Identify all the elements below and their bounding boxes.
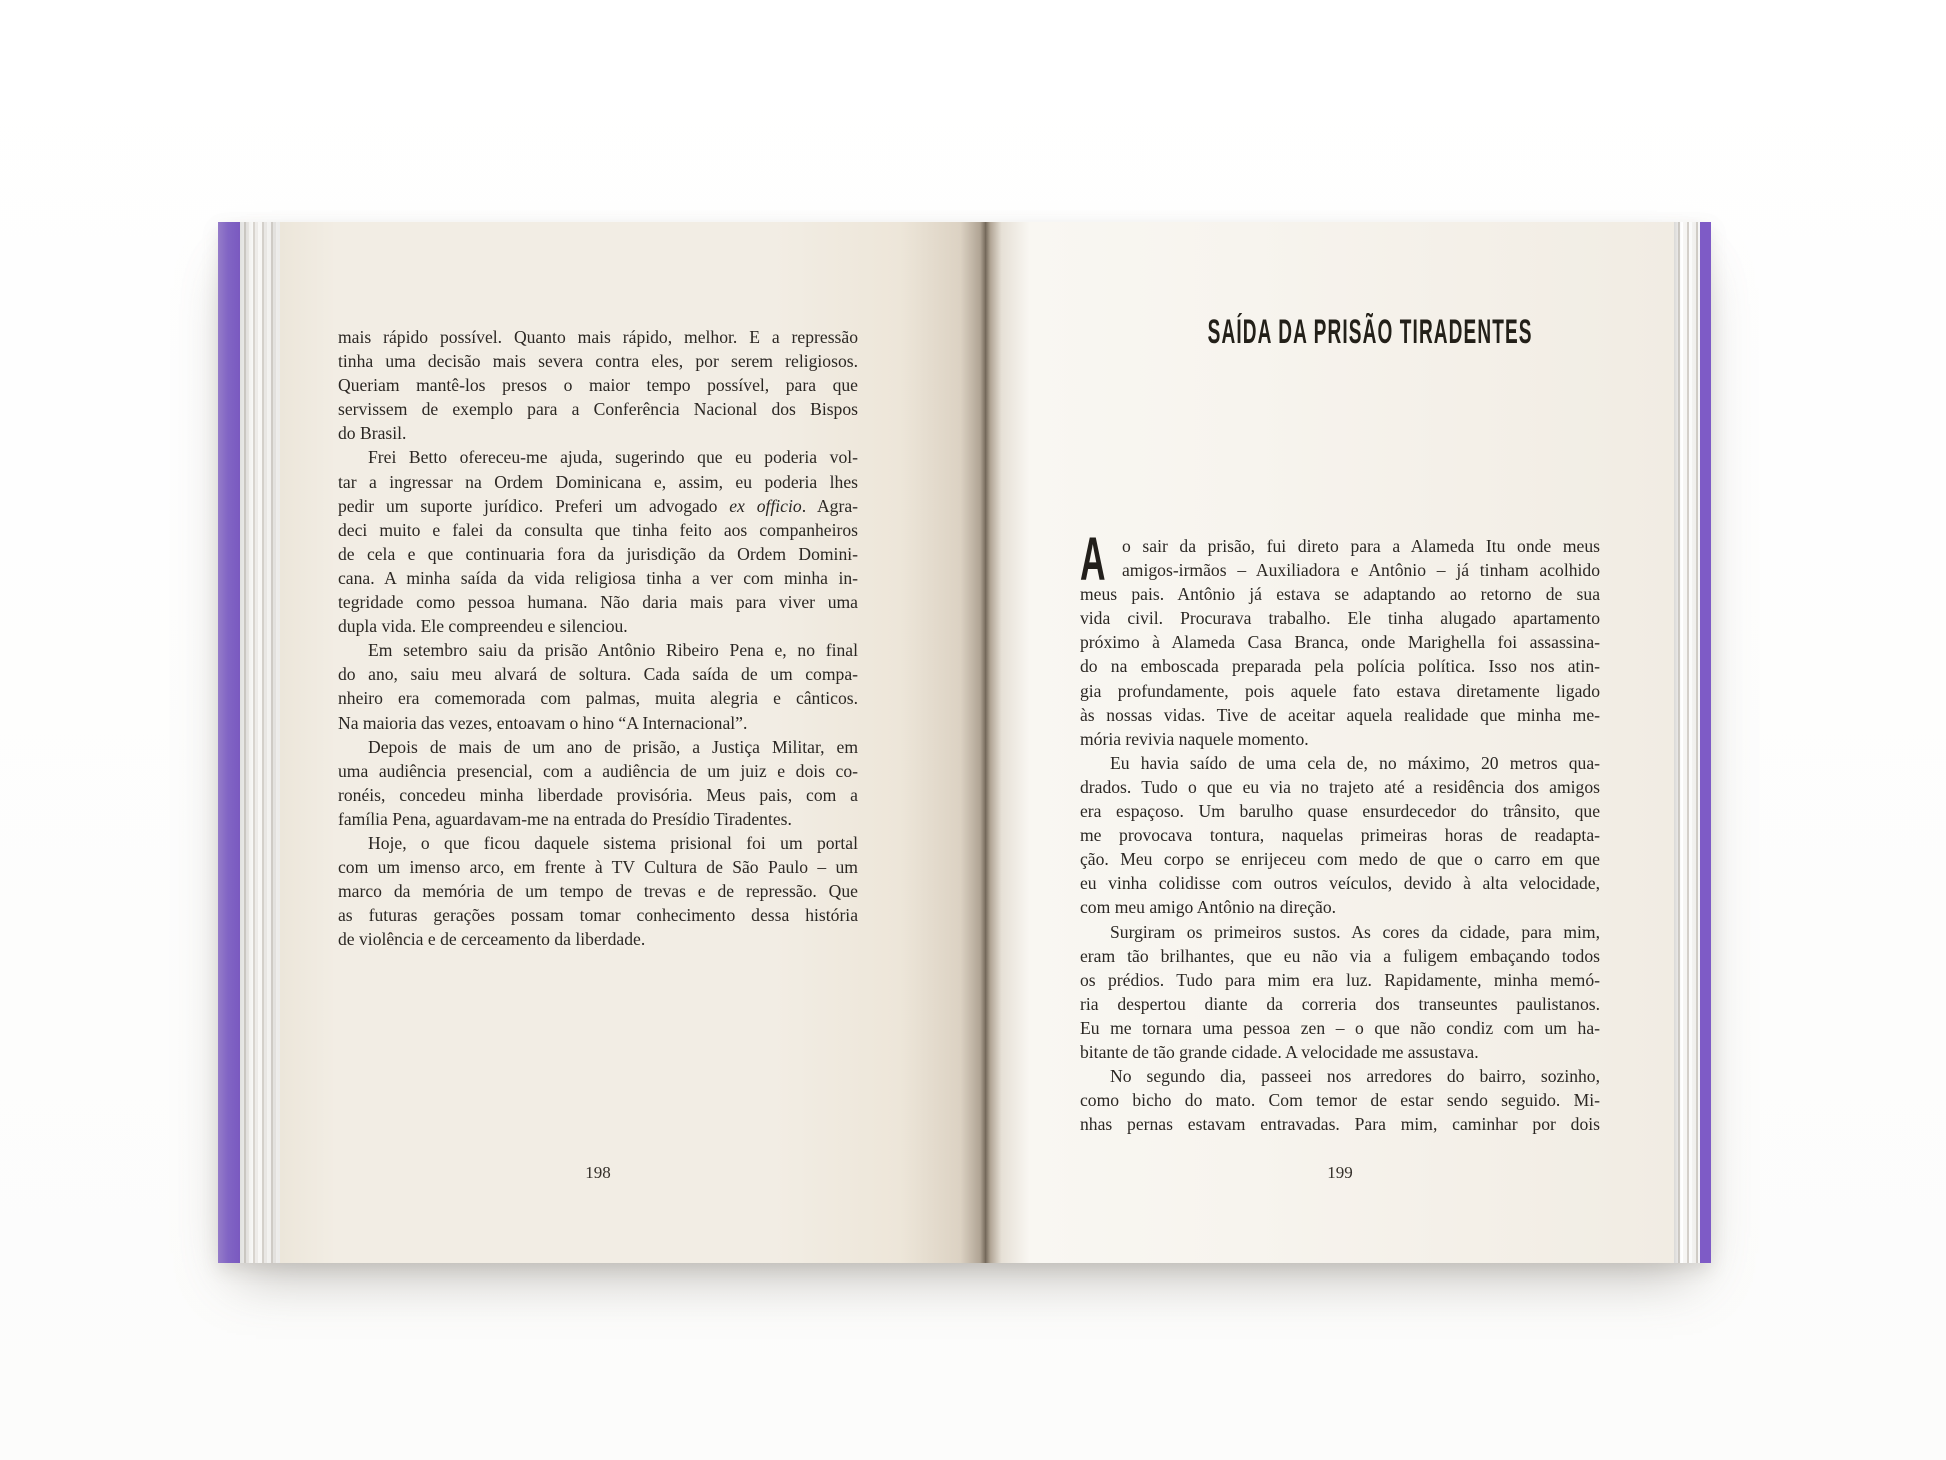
text-line: tinha uma decisão mais severa contra eles, por serem religiosos.: [338, 351, 858, 372]
paragraph: [1080, 525, 1600, 751]
left-page-text: [338, 325, 858, 951]
text-line: me provocava tontura, naquelas primeiras horas de readapta-: [1080, 825, 1600, 846]
text-line: às nossas vidas. Tive de aceitar aquela realidade que minha me-: [1080, 704, 1600, 725]
text-line: Na maioria das vezes, entoavam o hino “A Internacional”.: [338, 712, 748, 733]
text-line: era espaçoso. Um barulho quase ensurdecedor do trânsito, que: [1080, 801, 1600, 822]
text-line: Eu havia saído de uma cela de, no máximo, 20 metros qua-: [1110, 752, 1600, 773]
text-line: dupla vida. Ele compreendeu e silenciou.: [338, 616, 628, 637]
text-line: Hoje, o que ficou daquele sistema prisional foi um portal: [368, 832, 858, 853]
page-edges-left: [240, 222, 280, 1263]
text-line: ronéis, concedeu minha liberdade provisória. Meus pais, com a: [338, 784, 858, 805]
chapter-title-text: SAÍDA DA PRISÃO TIRADENTES: [1207, 313, 1533, 351]
text-line: No segundo dia, passeei nos arredores do bairro, sozinho,: [1110, 1066, 1600, 1087]
text-line: drados. Tudo o que eu via no trajeto até a residência dos amigos: [1080, 776, 1600, 797]
text-line: próximo à Alameda Casa Branca, onde Marighella foi assassina-: [1080, 632, 1600, 653]
text-line: Frei Betto ofereceu-me ajuda, sugerindo que eu poderia vol-: [368, 447, 858, 468]
text-line: uma audiência presencial, com a audiência de um juiz e dois co-: [338, 760, 858, 781]
text-line: mais rápido possível. Quanto mais rápido, melhor. E a repressão: [338, 327, 858, 347]
paragraph: [338, 445, 858, 638]
text-line: ção. Meu corpo se enrijeceu com medo de que o carro em que: [1080, 849, 1600, 870]
text-line: ria despertou diante da correria dos transeuntes paulistanos.: [1080, 993, 1600, 1014]
paragraph: [338, 638, 858, 734]
text-line: o sair da prisão, fui direto para a Alameda Itu onde meus: [1122, 536, 1600, 556]
book-cover-right-edge: [1700, 222, 1711, 1263]
right-page-text: [1080, 525, 1600, 1136]
text-line: Depois de mais de um ano de prisão, a Justiça Militar, em: [368, 736, 858, 757]
page-left: [280, 222, 985, 1263]
paragraph: [338, 735, 858, 831]
page-number-right: 199: [1327, 1163, 1353, 1182]
page-edges-right: [1674, 222, 1700, 1263]
chapter-title: [1080, 315, 1600, 349]
text-line: pedir um suporte jurídico. Preferi um advogado ex officio. Agra-: [338, 495, 858, 516]
text-line: com um imenso arco, em frente à TV Cultura de São Paulo – um: [338, 857, 858, 878]
page-right: [985, 222, 1674, 1263]
text-line: Em setembro saiu da prisão Antônio Ribeiro Pena e, no final: [368, 640, 858, 661]
text-line: com meu amigo Antônio na direção.: [1080, 897, 1337, 918]
text-line: tar a ingressar na Ordem Dominicana e, assim, eu poderia lhes: [338, 471, 858, 492]
text-line: como bicho do mato. Com temor de estar sendo seguido. Mi-: [1080, 1090, 1600, 1111]
text-line: nheiro era comemorada com palmas, muita alegria e cânticos.: [338, 688, 858, 709]
text-line: vida civil. Procurava trabalho. Ele tinha alugado apartamento: [1080, 608, 1600, 629]
paragraph: [338, 831, 858, 951]
text-line: de cela e que continuaria fora da jurisdição da Ordem Domini-: [338, 543, 858, 564]
paragraph: [1080, 751, 1600, 920]
text-line: meus pais. Antônio já estava se adaptando ao retorno de sua: [1080, 584, 1600, 605]
text-line: gia profundamente, pois aquele fato estava diretamente ligado: [1080, 680, 1600, 701]
text-line: do na emboscada preparada pela polícia política. Isso nos atin-: [1080, 656, 1600, 677]
book-cover-left-edge: [218, 222, 240, 1263]
text-line: Queriam mantê-los presos o maior tempo possível, para que: [338, 375, 858, 396]
text-line: Surgiram os primeiros sustos. As cores da cidade, para mim,: [1110, 921, 1600, 942]
text-line: eu vinha colidisse com outros veículos, devido à alta velocidade,: [1080, 873, 1600, 894]
text-line: Eu me tornara uma pessoa zen – o que não condiz com um ha-: [1080, 1017, 1600, 1038]
text-line: tegridade como pessoa humana. Não daria mais para viver uma: [338, 592, 858, 613]
text-line: família Pena, aguardavam-me na entrada do Presídio Tiradentes.: [338, 808, 792, 829]
text-line: as futuras gerações possam tomar conhecimento dessa história: [338, 905, 858, 926]
paragraph: [1080, 1064, 1600, 1136]
text-line: os prédios. Tudo para mim era luz. Rapidamente, minha memó-: [1080, 969, 1600, 990]
text-line: do ano, saiu meu alvará de soltura. Cada saída de um compa-: [338, 664, 858, 685]
text-line: de violência e de cerceamento da liberdade.: [338, 929, 646, 950]
paragraph: [1080, 920, 1600, 1065]
text-line: amigos-irmãos – Auxiliadora e Antônio – já tinham acolhido: [1122, 560, 1600, 581]
text-line: servissem de exemplo para a Conferência Nacional dos Bispos: [338, 399, 858, 420]
text-line: marco da memória de um tempo de trevas e de repressão. Que: [338, 881, 858, 902]
paragraph: [338, 325, 858, 445]
text-line: mória revivia naquele momento.: [1080, 728, 1309, 749]
text-line: deci muito e falei da consulta que tinha feito aos companheiros: [338, 519, 858, 540]
text-line: cana. A minha saída da vida religiosa tinha a ver com minha in-: [338, 567, 858, 588]
page-number-left: 198: [585, 1163, 611, 1182]
text-line: nhas pernas estavam entravadas. Para mim, caminhar por dois: [1080, 1114, 1600, 1135]
text-line: do Brasil.: [338, 423, 407, 444]
text-line: bitante de tão grande cidade. A velocidade me assustava.: [1080, 1041, 1479, 1062]
drop-cap: A: [1080, 525, 1106, 593]
text-line: eram tão brilhantes, que eu não via a fuligem embaçando todos: [1080, 945, 1600, 966]
book-spread: [218, 222, 1711, 1263]
